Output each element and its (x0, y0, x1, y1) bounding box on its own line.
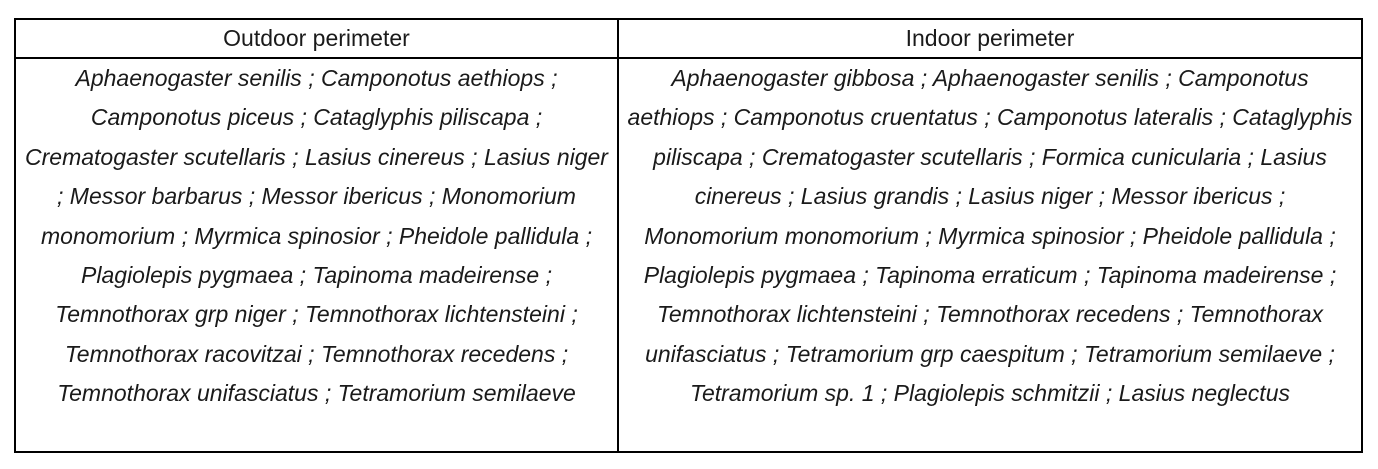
table-body (15, 58, 1362, 452)
table-header (15, 19, 1362, 58)
header-outdoor-perimeter: Outdoor perimeter (15, 19, 618, 58)
cell-indoor-species: Aphaenogaster gibbosa ; Aphaenogaster senilis ; Camponotus aethiops ; Camponotus cruentatus ; Camponotus lateralis ; Cataglyphis piliscapa ; Crematogaster scutellaris ; Formica cunicularia ; Lasius cinereus ; Lasius grandis ; Lasius niger ; Messor ibericus ; Monomorium monomorium ; Myrmica spinosior ; Pheidole pallidula ; Plagiolepis pygmaea ; Tapinoma erraticum ; Tapinoma madeirense ; Temnothorax lichtensteini ; Temnothorax recedens ; Temnothorax unifasciatus ; Tetramorium grp caespitum ; Tetramorium semilaeve ; Tetramorium sp. 1 ; Plagiolepis schmitzii ; Lasius neglectus (618, 58, 1362, 452)
header-row (15, 19, 1362, 58)
header-indoor-perimeter: Indoor perimeter (618, 19, 1362, 58)
table-row (15, 58, 1362, 452)
species-table (14, 18, 1363, 453)
cell-outdoor-species: Aphaenogaster senilis ; Camponotus aethiops ; Camponotus piceus ; Cataglyphis piliscapa ; Crematogaster scutellaris ; Lasius cinereus ; Lasius niger ; Messor barbarus ; Messor ibericus ; Monomorium monomorium ; Myrmica spinosior ; Pheidole pallidula ; Plagiolepis pygmaea ; Tapinoma madeirense ; Temnothorax grp niger ; Temnothorax lichtensteini ; Temnothorax racovitzai ; Temnothorax recedens ; Temnothorax unifasciatus ; Tetramorium semilaeve (15, 58, 618, 452)
